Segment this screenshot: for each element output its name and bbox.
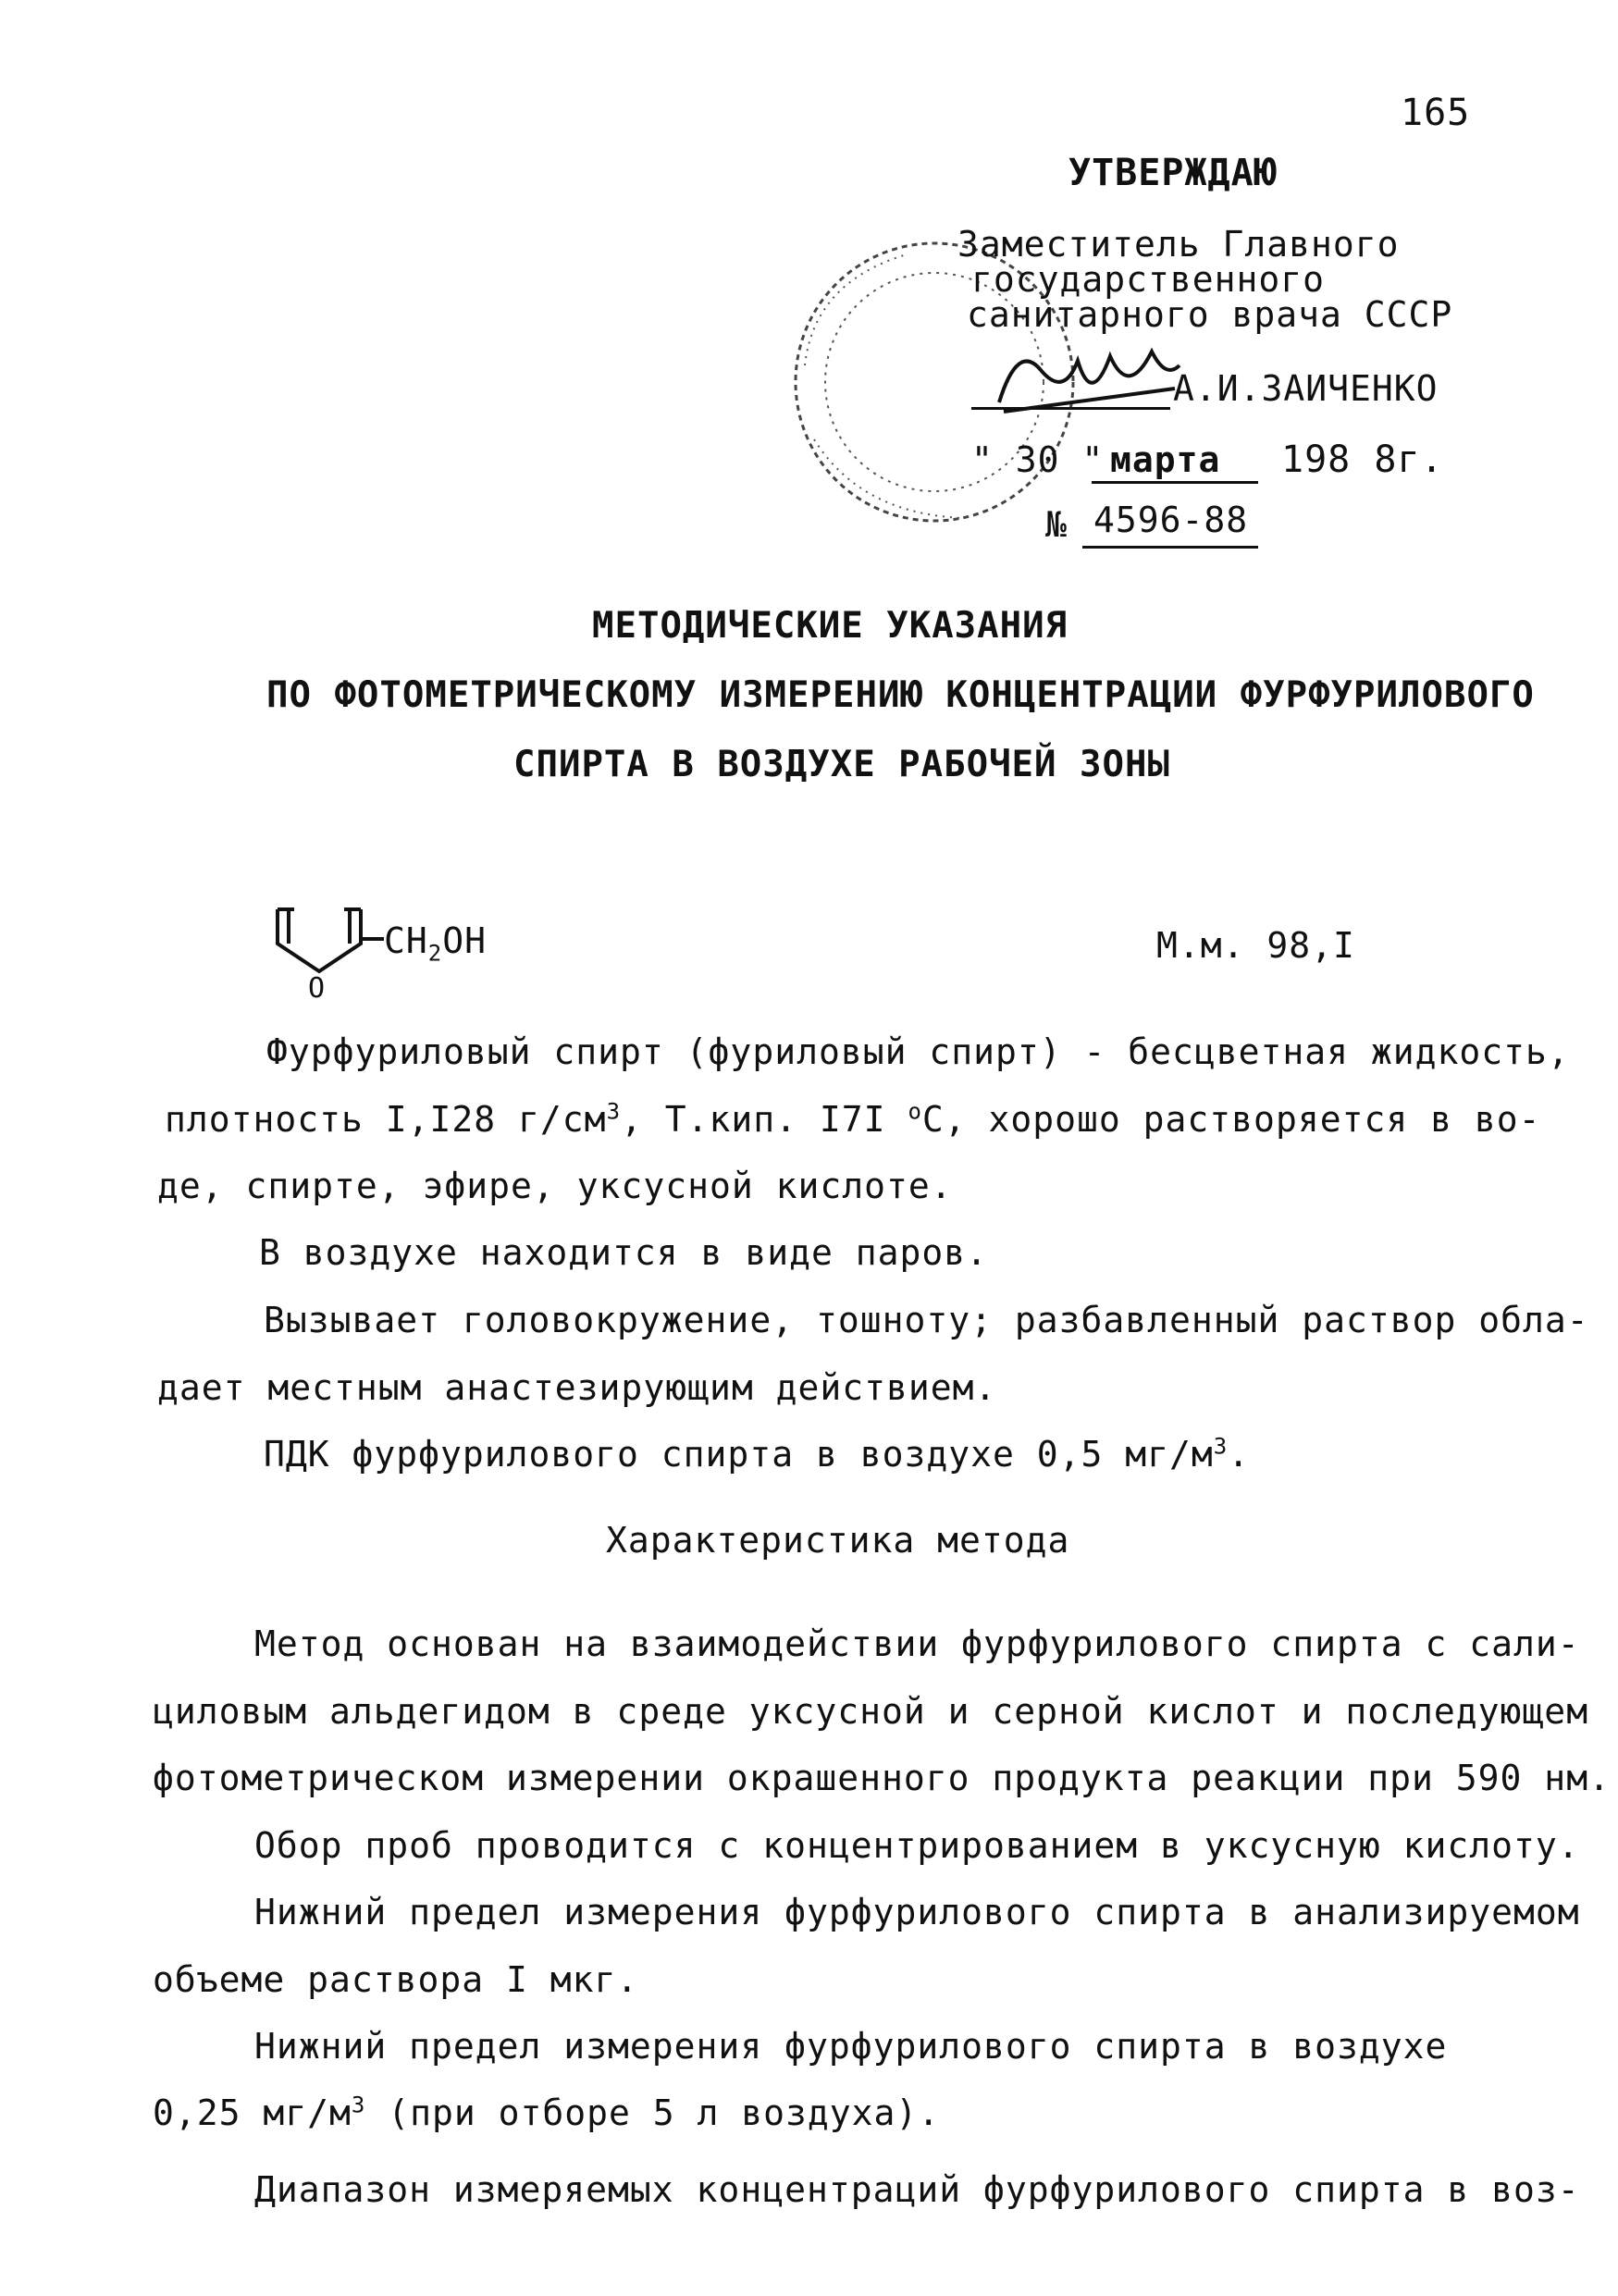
formula-group — [384, 920, 487, 967]
approval-date-year: 198 8г. — [1281, 438, 1444, 481]
body-p1-line3: де, спирте, эфире, уксусной кислоте. — [157, 1166, 953, 1206]
formula-ring-oxygen: O — [308, 972, 327, 1005]
approval-position-line3: санитарного врача СССР — [967, 294, 1453, 335]
section-p1-line2: циловым альдегидом в среде уксусной и серной кислот и последующем — [153, 1691, 1589, 1732]
approval-number: 4596-88 — [1093, 500, 1249, 540]
body-p1-line2-a: плотность I,I28 г/см — [165, 1099, 607, 1140]
formula-subscript: 2 — [427, 940, 443, 967]
body-p4-a: ПДК фурфурилового спирта в воздухе 0,5 мг/м — [264, 1434, 1214, 1475]
body-p1-line2-sup2: о — [908, 1098, 922, 1125]
approval-position-line2: государственного — [971, 259, 1326, 300]
section-p5: Диапазон измеряемых концентраций фурфурилового спирта в воз- — [254, 2169, 1580, 2210]
body-p4 — [264, 1434, 1250, 1475]
body-p1-line2-b: , Т.кип. I7I — [621, 1099, 908, 1140]
body-p4-b: . — [1228, 1434, 1251, 1475]
title-line3: СПИРТА В ВОЗДУХЕ РАБОЧЕЙ ЗОНЫ — [513, 744, 1170, 785]
title-line2: ПО ФОТОМЕТРИЧЕСКОМУ ИЗМЕРЕНИЮ КОНЦЕНТРАЦИИ ФУРФУРИЛОВОГО — [266, 674, 1535, 716]
approval-date-month: марта — [1110, 439, 1221, 480]
body-p1-line2-sup: 3 — [606, 1098, 622, 1125]
formula-ch: CH — [384, 920, 428, 961]
section-p2: Обор проб проводится с концентрированием в уксусную кислоту. — [254, 1825, 1580, 1866]
body-p2: В воздухе находится в виде паров. — [259, 1232, 988, 1273]
section-p3-line1: Нижний предел измерения фурфурилового спирта в анализируемом — [254, 1892, 1580, 1932]
body-p1-line2-c: С, хорошо растворяется в во- — [921, 1099, 1541, 1140]
approval-date-day: " 30 " — [971, 439, 1105, 480]
formula-oh: OH — [442, 920, 487, 961]
body-p3-line1: Вызывает головокружение, тошноту; разбавленный раствор обла- — [264, 1300, 1589, 1340]
body-p1-line1: Фурфуриловый спирт (фуриловый спирт) - бесцветная жидкость, — [266, 1031, 1570, 1072]
section-p4-line2-b: (при отборе 5 л воздуха). — [365, 2092, 941, 2133]
section-p4-line2-a: 0,25 мг/м — [153, 2092, 352, 2133]
approval-number-prefix: № — [1045, 504, 1068, 545]
signature-icon — [990, 333, 1184, 426]
body-p3-line2: дает местным анастезирующим действием. — [157, 1367, 997, 1408]
section-p1-line3: фотометрическом измерении окрашенного продукта реакции при 590 нм. — [153, 1758, 1611, 1798]
page-number: 165 — [1401, 92, 1471, 134]
section-p3-line2: объеме раствора I мкг. — [153, 1959, 639, 2000]
section-p4-line2 — [153, 2092, 940, 2133]
section-heading: Характеристика метода — [606, 1520, 1070, 1561]
approval-heading: УТВЕРЖДАЮ — [1068, 152, 1278, 194]
section-p4-line2-sup: 3 — [351, 2092, 366, 2118]
section-p1-line1: Метод основан на взаимодействии фурфурилового спирта с сали- — [254, 1623, 1580, 1664]
date-month-underline — [1092, 481, 1258, 484]
approval-position-line1: Заместитель Главного — [957, 224, 1400, 265]
approval-number-underline — [1082, 546, 1258, 549]
approval-name: А.И.ЗАИЧЕНКО — [1173, 368, 1439, 409]
section-p4-line1: Нижний предел измерения фурфурилового спирта в воздухе — [254, 2026, 1448, 2067]
signature-line — [971, 407, 1170, 410]
molar-mass: М.м. 98,I — [1156, 925, 1355, 966]
title-line1: МЕТОДИЧЕСКИЕ УКАЗАНИЯ — [592, 605, 1068, 647]
body-p1-line2 — [165, 1099, 1540, 1140]
furan-ring-icon — [268, 902, 389, 985]
body-p4-sup: 3 — [1213, 1433, 1229, 1460]
